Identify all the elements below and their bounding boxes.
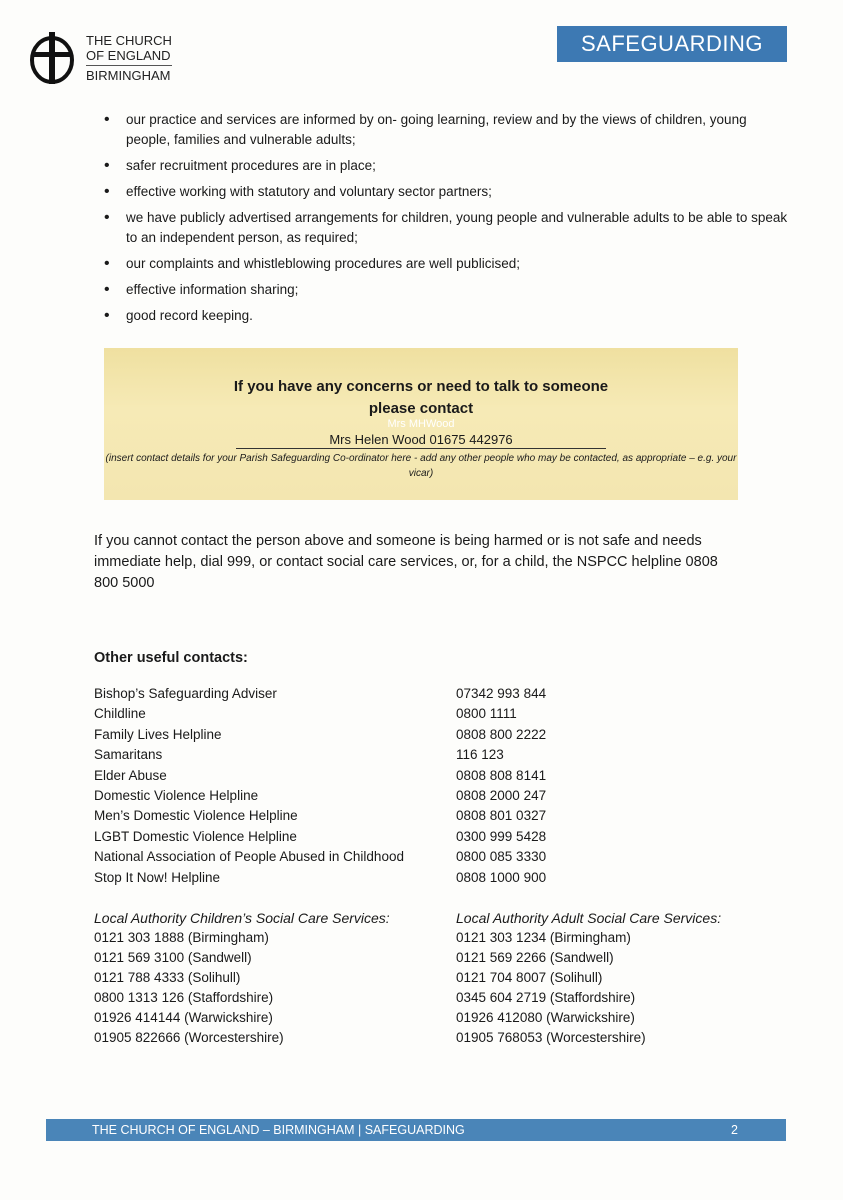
contacts-list bbox=[94, 684, 546, 888]
other-contacts-title: Other useful contacts: bbox=[94, 650, 248, 666]
church-logo bbox=[28, 30, 172, 86]
adult-services-title: Local Authority Adult Social Care Services: bbox=[456, 910, 722, 926]
service-line: 0121 704 8007 (Solihull) bbox=[456, 970, 603, 985]
contact-row bbox=[94, 806, 546, 826]
contact-row bbox=[94, 704, 546, 724]
contact-row bbox=[94, 847, 546, 867]
contact-row bbox=[94, 684, 546, 704]
contact-box bbox=[104, 348, 738, 500]
coordinator-contact: Mrs Helen Wood 01675 442976 bbox=[236, 432, 606, 449]
contact-name: National Association of People Abused in Childhood bbox=[94, 849, 404, 865]
service-line: 0121 303 1888 (Birmingham) bbox=[94, 930, 269, 945]
emergency-text: If you cannot contact the person above and someone is being harmed or is not safe and needs immediate help, dial 999, or contact social care services, or, for a child, the NSPCC helpline 0808 800 5000 bbox=[94, 533, 718, 591]
service-line: 01905 768053 (Worcestershire) bbox=[456, 1030, 646, 1045]
contact-heading: If you have any concerns or need to talk to someone bbox=[233, 378, 609, 395]
contact-row bbox=[94, 745, 546, 765]
bullet-item: • safer recruitment procedures are in place; bbox=[100, 156, 790, 176]
contact-name: Bishop’s Safeguarding Adviser bbox=[94, 686, 277, 701]
contact-name: Elder Abuse bbox=[94, 767, 167, 783]
contact-phone: 0808 800 2222 bbox=[456, 726, 547, 742]
contact-phone: 0808 2000 247 bbox=[456, 788, 547, 804]
page-footer bbox=[46, 1119, 786, 1141]
contact-row bbox=[94, 725, 546, 745]
contact-name: Stop It Now! Helpline bbox=[94, 869, 221, 885]
service-line: 01926 412080 (Warwickshire) bbox=[456, 1010, 635, 1025]
service-line: 0121 569 3100 (Sandwell) bbox=[94, 950, 252, 965]
contact-row bbox=[94, 827, 546, 847]
page-number: 2 bbox=[731, 1123, 738, 1137]
logo-line: BIRMINGHAM bbox=[86, 68, 171, 83]
bullet-item: • our complaints and whistleblowing procedures are well publicised; bbox=[100, 254, 790, 274]
contact-name: Domestic Violence Helpline bbox=[94, 788, 259, 804]
contact-name: Family Lives Helpline bbox=[94, 726, 222, 742]
bullet-item: • we have publicly advertised arrangements for children, young people and vulnerable adults to be able to speak to an independent person, as required; bbox=[100, 208, 790, 248]
contact-row bbox=[94, 766, 546, 786]
contact-phone: 0808 1000 900 bbox=[456, 869, 547, 885]
contact-name: Childline bbox=[94, 706, 146, 722]
bullet-item: • our practice and services are informed by on- going learning, review and by the views of children, young people, families and vulnerable adults; bbox=[100, 110, 790, 150]
contact-name: Men’s Domestic Violence Helpline bbox=[94, 808, 298, 824]
children-services-title: Local Authority Children’s Social Care Services: bbox=[94, 910, 390, 926]
contact-phone: 0300 999 5428 bbox=[456, 828, 547, 844]
contact-phone: 07342 993 844 bbox=[456, 686, 547, 701]
contact-phone: 0808 801 0327 bbox=[456, 808, 547, 824]
contact-phone: 0800 085 3330 bbox=[456, 849, 547, 865]
contact-row bbox=[94, 868, 546, 888]
children-services bbox=[94, 908, 390, 1048]
service-line: 0121 303 1234 (Birmingham) bbox=[456, 930, 631, 945]
contact-phone: 0800 1111 bbox=[456, 706, 517, 722]
contact-note: (insert contact details for your Parish Safeguarding Co-ordinator here - add any other people who may be contacted, as appropriate – e.g. your vicar) bbox=[105, 453, 737, 479]
safeguarding-badge: SAFEGUARDING bbox=[557, 26, 787, 62]
white-name: Mrs MHWood bbox=[387, 418, 455, 430]
logo-line: THE CHURCH bbox=[86, 33, 172, 48]
service-line: 0800 1313 126 (Staffordshire) bbox=[94, 990, 274, 1005]
adult-services bbox=[456, 908, 721, 1048]
footer-text: THE CHURCH OF ENGLAND – BIRMINGHAM | SAFEGUARDING bbox=[92, 1123, 465, 1137]
contact-phone: 116 123 bbox=[456, 747, 504, 763]
bullet-item: • effective working with statutory and voluntary sector partners; bbox=[100, 182, 790, 202]
service-line: 01905 822666 (Worcestershire) bbox=[94, 1030, 284, 1045]
bullet-item: • effective information sharing; bbox=[100, 280, 790, 300]
bullet-item: • good record keeping. bbox=[100, 306, 790, 326]
service-line: 01926 414144 (Warwickshire) bbox=[94, 1010, 273, 1025]
service-line: 0121 569 2266 (Sandwell) bbox=[456, 950, 614, 965]
service-line: 0345 604 2719 (Staffordshire) bbox=[456, 990, 636, 1005]
service-line: 0121 788 4333 (Solihull) bbox=[94, 970, 241, 985]
cross-circle-icon bbox=[28, 30, 80, 86]
contact-row bbox=[94, 786, 546, 806]
contact-heading-2: please contact bbox=[368, 400, 474, 417]
contact-name: LGBT Domestic Violence Helpline bbox=[94, 828, 297, 844]
contact-name: Samaritans bbox=[94, 747, 163, 763]
logo-line: OF ENGLAND bbox=[86, 48, 171, 63]
contact-phone: 0808 808 8141 bbox=[456, 767, 547, 783]
bullet-list bbox=[100, 110, 790, 332]
